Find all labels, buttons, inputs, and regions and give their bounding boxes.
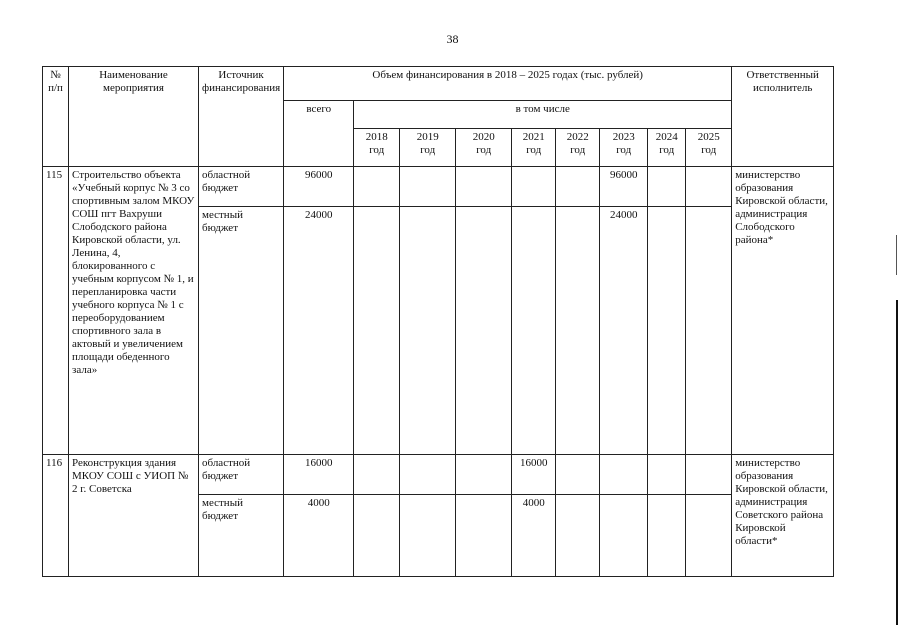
row-year-2021: [512, 167, 556, 207]
row-year-2019: [400, 455, 456, 495]
row-year-2022: [556, 455, 600, 495]
row-source: областной бюджет: [199, 455, 284, 495]
table-row: [43, 455, 834, 495]
row-year-2025: [686, 207, 732, 455]
row-source: местный бюджет: [199, 495, 284, 577]
row-year-2022: [556, 207, 600, 455]
row-year-2019: [400, 495, 456, 577]
scan-edge-mark: [896, 235, 897, 275]
row-total: 24000: [284, 207, 354, 455]
header-year-2019: 2019 год: [400, 129, 456, 167]
header-responsible: Ответственный исполнитель: [732, 67, 834, 167]
row-source: местный бюджет: [199, 207, 284, 455]
header-funding: Объем финансирования в 2018 – 2025 годах (тыс. рублей): [284, 67, 732, 101]
row-year-2024: [648, 167, 686, 207]
table-row: [43, 167, 834, 207]
row-year-2023: [600, 455, 648, 495]
header-year-2020: 2020 год: [456, 129, 512, 167]
row-year-2024: [648, 207, 686, 455]
row-year-2025: [686, 455, 732, 495]
row-total: 96000: [284, 167, 354, 207]
row-year-2018: [354, 207, 400, 455]
header-year-2018: 2018 год: [354, 129, 400, 167]
row-responsible: министерство образования Кировской области, администрация Слободского района*: [732, 167, 834, 455]
row-year-2019: [400, 207, 456, 455]
row-responsible: министерство образования Кировской области, администрация Советского района Кировской области*: [732, 455, 834, 577]
header-source: Источник финансирования: [199, 67, 284, 167]
scan-edge-bar: [896, 300, 898, 625]
row-year-2018: [354, 455, 400, 495]
header-year-2025: 2025 год: [686, 129, 732, 167]
row-year-2021: 16000: [512, 455, 556, 495]
row-year-2020: [456, 455, 512, 495]
row-year-2020: [456, 167, 512, 207]
header-name: Наименование мероприятия: [69, 67, 199, 167]
row-year-2021: [512, 207, 556, 455]
header-total: всего: [284, 101, 354, 167]
row-year-2023: 24000: [600, 207, 648, 455]
row-name: Реконструкция здания МКОУ СОШ с УИОП № 2 г. Советска: [69, 455, 199, 577]
row-source: областной бюджет: [199, 167, 284, 207]
row-total: 4000: [284, 495, 354, 577]
header-year-2023: 2023 год: [600, 129, 648, 167]
row-year-2025: [686, 167, 732, 207]
header-num: № п/п: [43, 67, 69, 167]
page-number: 38: [446, 32, 459, 46]
row-year-2023: [600, 495, 648, 577]
row-year-2023: 96000: [600, 167, 648, 207]
row-total: 16000: [284, 455, 354, 495]
row-number: 115: [43, 167, 69, 455]
row-year-2021: 4000: [512, 495, 556, 577]
row-year-2022: [556, 495, 600, 577]
financing-table: [42, 66, 834, 577]
row-year-2022: [556, 167, 600, 207]
header-year-2024: 2024 год: [648, 129, 686, 167]
row-year-2020: [456, 207, 512, 455]
row-number: 116: [43, 455, 69, 577]
row-year-2024: [648, 455, 686, 495]
header-year-2021: 2021 год: [512, 129, 556, 167]
row-year-2024: [648, 495, 686, 577]
row-name: Строительство объекта «Учебный корпус № 3 со спортивным залом МКОУ СОШ пгт Вахруши Слободского района Кировской области, ул. Ленина, 4, блокированного с учебным корпусом № 1, и перепланировка части учебного корпуса № 1 с переоборудованием спортивного зала в актовый и увеличением площади обеденного зала»: [69, 167, 199, 455]
header-year-2022: 2022 год: [556, 129, 600, 167]
row-year-2019: [400, 167, 456, 207]
row-year-2018: [354, 167, 400, 207]
row-year-2020: [456, 495, 512, 577]
header-including: в том числе: [354, 101, 732, 129]
row-year-2018: [354, 495, 400, 577]
row-year-2025: [686, 495, 732, 577]
